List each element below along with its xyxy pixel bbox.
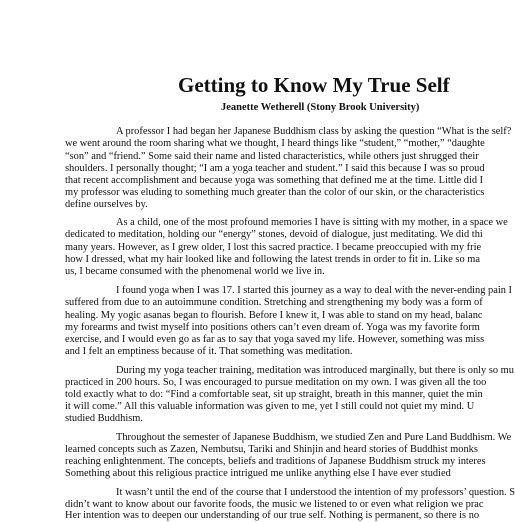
paragraph-line: learned concepts such as Zazen, Nembutsu, Tariki and Shinjin and heard stories of Buddhist monks bbox=[65, 444, 478, 455]
paragraph-line: reaching enlightenment. The concepts, beliefs and traditions of Japanese Buddhism struck my interes bbox=[65, 456, 486, 467]
paragraph-line: many years. However, as I grew older, I lost this sacred practice. I became preoccupied with my frie bbox=[65, 242, 482, 253]
paragraph-line: didn’t want to know about our favorite foods, the music we listened to or even what religion we prac bbox=[65, 499, 484, 510]
paragraph-line: suffered from due to an autoimmune condition. Stretching and strengthening my body was a form of bbox=[65, 297, 483, 308]
paragraph-line: my professor was eluding to something much greater than the color of our skin, or the characteristics bbox=[65, 187, 485, 198]
paragraph-line: define ourselves by. bbox=[65, 199, 148, 210]
paragraph-line: A professor I had began her Japanese Buddhism class by asking the question “What is the self? bbox=[116, 126, 512, 137]
article-title: Getting to Know My True Self bbox=[178, 73, 450, 97]
paragraph-line: told exactly what to do: “Find a comfortable seat, sit up straight, breath in this manner, quiet the min bbox=[65, 389, 483, 400]
paragraph-line: healing. My yogic asanas began to flourish. Before I knew it, I was able to stand on my head, balanc bbox=[65, 310, 483, 321]
paragraph-line: It wasn’t until the end of the course that I understood the intention of my professors’ question. S bbox=[116, 487, 515, 498]
paragraph-line: Something about this religious practice intrigued me unlike anything else I have ever studied bbox=[65, 468, 451, 479]
paragraph-line: studied Buddhism. bbox=[65, 413, 143, 424]
paragraph-line: and I felt an emptiness because of it. That something was meditation. bbox=[65, 346, 353, 357]
paragraph-line: Her intention was to deepen our understanding of our true self. Nothing is permanent, so there is no bbox=[65, 510, 480, 521]
paragraph-line: Throughout the semester of Japanese Buddhism, we studied Zen and Pure Land Buddhism. We bbox=[116, 432, 512, 443]
paragraph-line: my forearms and twist myself into positions others can’t even dream of. Yoga was my favorite form bbox=[65, 322, 480, 333]
paragraph-line: exercise, and I would even go as far as to say that yoga saved my life. However, something was miss bbox=[65, 334, 485, 345]
paragraph-line: us, I became consumed with the phenomenal world we live in. bbox=[65, 266, 325, 277]
paragraph-line: dedicated to meditation, holding our “energy” stones, devoid of dialogue, just meditating. We did thi bbox=[65, 229, 483, 240]
paragraph-line: I found yoga when I was 17. I started this journey as a way to deal with the never-ending pain I bbox=[116, 285, 512, 296]
paragraph-line: we went around the room sharing what we thought, I heard things like “student,” “mother,” “daughte bbox=[65, 138, 485, 149]
article-author: Jeanette Wetherell (Stony Brook University) bbox=[221, 102, 420, 113]
paragraph-line: practiced in 200 hours. So, I was encouraged to pursue meditation on my own. I was given all the too bbox=[65, 377, 487, 388]
paragraph-line: how I dressed, what my hair looked like and following the latest trends in order to fit in. Like so ma bbox=[65, 254, 480, 265]
paragraph-line: “son” and “friend.” Some said their name and listed characteristics, while others just shrugged their bbox=[65, 151, 479, 162]
paragraph-line: it will come.” All this valuable information was given to me, yet I still could not quiet my mind. U bbox=[65, 401, 475, 412]
paragraph-line: that recent accomplishment and because yoga was something that defined me at the time. Little did I bbox=[65, 175, 484, 186]
paragraph-line: As a child, one of the most profound memories I have is sitting with my mother, in a space we bbox=[116, 217, 508, 228]
paragraph-line: During my yoga teacher training, meditation was introduced marginally, but there is only so mu bbox=[116, 365, 514, 376]
paragraph-line: shoulders. I personally thought; “I am a yoga teacher and student.” I said this because I was so proud bbox=[65, 163, 485, 174]
